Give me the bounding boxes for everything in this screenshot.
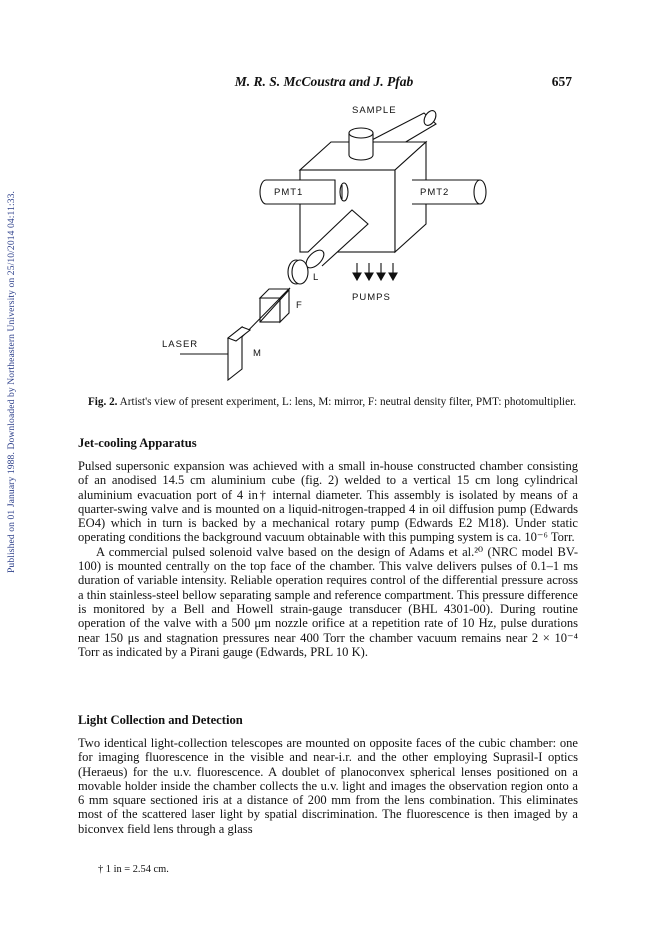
section-heading-light-collection: Light Collection and Detection	[78, 713, 243, 727]
section-body-light-collection	[78, 736, 578, 836]
label-pmt1: PMT1	[274, 187, 304, 198]
label-pumps: PUMPS	[352, 292, 391, 303]
caption-text: Artist's view of present experiment, L: lens, M: mirror, F: neutral density filter, PMT: photomultiplier.	[119, 396, 577, 408]
page-number: 657	[551, 74, 572, 89]
download-watermark	[6, 155, 20, 575]
figure-caption	[84, 395, 580, 409]
label-sample: SAMPLE	[352, 105, 397, 116]
experiment-figure	[150, 100, 500, 390]
footnote: † 1 in = 2.54 cm.	[98, 864, 169, 875]
paragraph: Pulsed supersonic expansion was achieved with a small in-house constructed chamber consisting of an anodised 14.5 cm aluminium cube (fig. 2) welded to a vertical 15 cm long cylindrical aluminium evacuation port of 4 in† internal diameter. This assembly is isolated by means of a quarter-swing valve and is mounted on a liquid-nitrogen-trapped 4 in oil diffusion pump (Edwards EO4) which in turn is backed by a mechanical rotary pump (Edwards E2 M18). Under static operating conditions the background vacuum obtainable with this pumping system is ca. 10⁻⁶ Torr.	[78, 459, 578, 545]
sample-valve	[349, 128, 373, 160]
running-head	[0, 74, 648, 94]
label-mirror: M	[253, 348, 262, 359]
paragraph: A commercial pulsed solenoid valve based on the design of Adams et al.²⁰ (NRC model BV-100) is mounted centrally on the top face of the chamber. This valve delivers pulses of 0.1–1 ms duration of variable intensity. Reliable operation requires control of the differential pressure across a thin stainless-steel bellow separating sample and reference compartment. This pressure difference is monitored by a Bell and Howell strain-gauge transducer (BHL 4301-00). During routine operation of the valve with a 500 μm nozzle orifice at a repetition rate of 10 Hz, pulse durations near 150 μs and stagnation pressures near 400 Torr the chamber vacuum remains near 2 × 10⁻⁴ Torr as indicated by a Pirani gauge (Edwards, PRL 10 K).	[78, 544, 578, 659]
label-pmt2: PMT2	[420, 187, 450, 198]
running-head-authors: M. R. S. McCoustra and J. Pfab	[234, 74, 414, 89]
download-watermark-text: Published on 01 January 1988. Downloaded by Northeastern University on 25/10/2014 04:11:33.	[6, 190, 17, 573]
section-heading-jet-cooling: Jet-cooling Apparatus	[78, 436, 197, 450]
caption-label: Fig. 2.	[87, 396, 118, 408]
section-body-jet-cooling	[78, 459, 578, 659]
lens-element	[288, 260, 308, 284]
apparatus-diagram	[150, 100, 500, 390]
paragraph: Two identical light-collection telescopes are mounted on opposite faces of the cubic chamber: one for imaging fluorescence in the visible and near-i.r. and the other employing Suprasil-I optics (Heraeus) for the u.v. fluorescence. A doublet of planoconvex spherical lenses positioned on a movable holder inside the chamber collects the u.v. light and images the observation region onto a 6 mm square sectioned iris at a distance of 200 mm from the lens combination. This eliminates most of the scattered laser light by spatial discrimination. The fluorescence is then imaged by a biconvex field lens through a glass	[78, 736, 578, 836]
label-lens: L	[313, 272, 320, 283]
label-filter: F	[296, 300, 303, 311]
pumps-arrows	[353, 263, 397, 280]
mirror-element	[228, 327, 250, 380]
label-laser: LASER	[162, 339, 199, 350]
